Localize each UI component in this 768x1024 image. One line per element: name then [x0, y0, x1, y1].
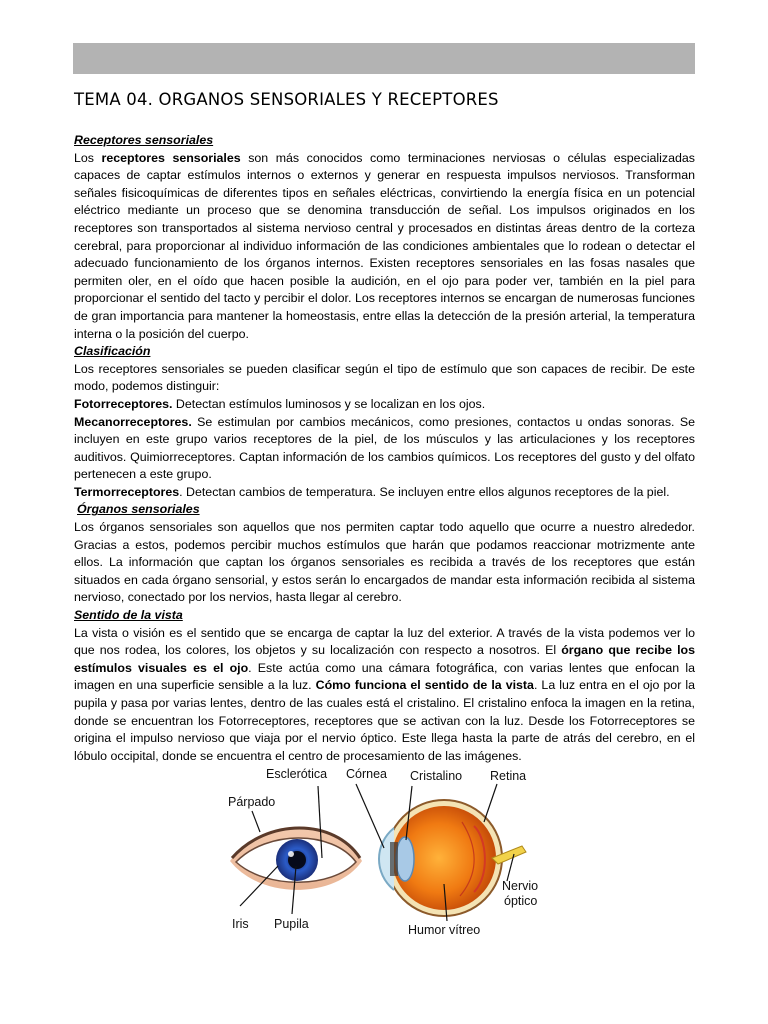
text-run: La vista o visión es el sentido que se encarga de captar la luz del exterior. A través de la vista podemos ver lo que nos rodea, los colores, los objetos y su localización con respecto a nosotros. El [74, 625, 695, 658]
label-cristalino: Cristalino [410, 769, 463, 783]
eye-diagram [222, 766, 558, 938]
page-title: TEMA 04. ORGANOS SENSORIALES Y RECEPTORES [74, 90, 499, 109]
text-run: . Detectan cambios de temperatura. Se incluyen entre ellos algunos receptores de la piel. [179, 484, 670, 499]
text-run: son más conocidos como terminaciones nerviosas o células especializadas capaces de captar estímulos internos o externos y generar en respuesta impulsos nerviosos. Transforman señales fisicoquímicas de diferentes tipos en señales eléctricas, convirtiendo la energía física en un potencial eléctrico mediante un proceso que se denomina transducción de señal. Los impulsos originados en los receptores son transportados al sistema nervioso central y procesados en distintas áreas dentro de la corteza cerebral, para proporcionar al individuo información de las condiciones ambientales que lo rodean o detectar el adecuado funcionamiento de los órganos internos. Existen receptores sensoriales en las fosas nasales que permiten oler, en el oído que hacen posible la audición, en el ojo para poder ver, también en la piel para proporcionar el sentido del tacto y percibir el dolor. Los receptores internos se encargan de numerosas funciones de gran importancia para mantener la homeostasis, entre ellas la detección de la presión arterial, la temperatura interna o la posición del cuerpo. [74, 150, 695, 341]
label-cornea: Córnea [346, 767, 387, 781]
paragraph-fotorreceptores [74, 396, 695, 414]
header-bar [73, 43, 695, 74]
label-pupila: Pupila [274, 917, 309, 931]
bold-term: Cómo funciona el sentido de la vista [315, 678, 534, 693]
leader-cornea [356, 784, 384, 848]
leader-parpado [252, 811, 260, 832]
section-heading-receptores: Receptores sensoriales [74, 133, 214, 147]
paragraph-organos: Los órganos sensoriales son aquellos que nos permiten captar todo aquello que ocurre a nuestro alrededor. Gracias a estos, podemos percibir muchos estímulos que harán que podamos reaccionar motrizmente ante ellos. La información que captan los órganos sensoriales es recibida a través de los receptores que están situados en cada órgano sensorial, y estos serán lo encargados de mandar esta información recibida al sistema nervioso, conectado por los nervios, hasta llegar al cerebro. [74, 520, 695, 605]
section-heading-clasificacion: Clasificación [74, 344, 151, 359]
text-run: Detectan estímulos luminosos y se localizan en los ojos. [172, 396, 486, 411]
lens-shape [396, 837, 414, 881]
text-run: Se estimulan por cambios mecánicos, como presiones, contactos u ondas sonoras. Se incluyen en este grupo varios receptores de la piel, de los músculos y las articulaciones y los receptores auditivos. Quimiorreceptores. Captan información de los cambios químicos. Los receptores del gusto y del olfato pertenecen a este grupo. [74, 414, 695, 482]
label-iris: Iris [232, 917, 249, 931]
paragraph-clasificacion-intro: Los receptores sensoriales se pueden clasificar según el tipo de estímulo que son capaces de recibir. De este modo, podemos distinguir: [74, 361, 695, 394]
eye-highlight [288, 851, 294, 857]
iris-section [390, 842, 398, 876]
bold-term: Mecanorreceptores. [74, 414, 192, 429]
section-heading-vista: Sentido de la vista [74, 608, 183, 623]
external-eye [230, 826, 362, 889]
label-parpado: Párpado [228, 795, 276, 809]
label-retina: Retina [490, 769, 527, 783]
section-heading-organos: Órganos sensoriales [77, 502, 200, 517]
bold-term: órgano que recibe los estímulos visuales es el ojo [74, 643, 695, 675]
document-body [74, 132, 695, 765]
leader-retina [484, 784, 497, 822]
bold-term: Termorreceptores [74, 484, 180, 499]
bold-term: Fotorreceptores. [74, 396, 173, 411]
label-nervio-2: óptico [504, 894, 538, 908]
label-humor: Humor vítreo [408, 923, 481, 937]
text-run: Los [74, 150, 102, 165]
paragraph-vista [74, 625, 695, 766]
paragraph-mecanorreceptores [74, 414, 695, 484]
label-nervio-1: Nervio [502, 879, 539, 893]
paragraph-receptores [74, 150, 695, 344]
label-esclerotica: Esclerótica [266, 767, 328, 781]
text-run: . La luz entra en el ojo por la pupila y pasa por varias lentes, dentro de las cuales está el cristalino. El cristalino enfoca la imagen en la retina, donde se encuentran los Fotorreceptores, receptores que se activan con la luz. Desde los Fotorreceptores se origina el impulso nervioso que viaja por el nervio óptico. Este llega hasta la parte de atrás del cerebro, en el lóbulo occipital, donde se encuentra el centro de procesamiento de las imágenes. [74, 678, 695, 763]
text-run: . Este actúa como una cámara fotográfica, con varias lentes que enfocan la imagen en una superficie sensible a la luz. [74, 660, 695, 693]
paragraph-termorreceptores [74, 484, 695, 502]
bold-term: receptores sensoriales [101, 150, 241, 165]
